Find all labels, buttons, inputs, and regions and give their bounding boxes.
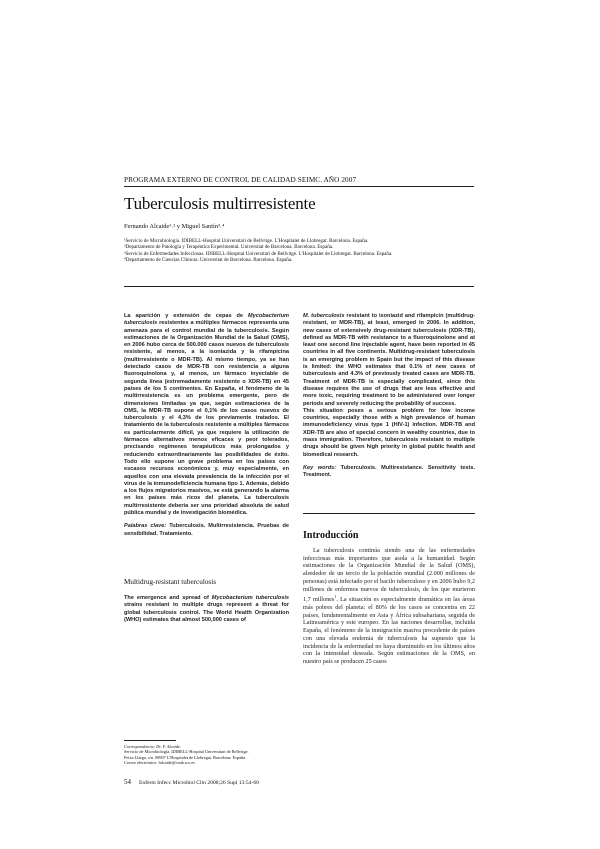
abstract-en-part-2: M. tuberculosis resistant to isoniazid and rifampicin (multidrug-resistant, or MDR-TB), at least, emerged in 2006. In addition, new cases of extensively drug-resistant tuberculosis (XDR-TB), defined as MDR-TB with resistance to a fluoroquinolone and at least one second line injectable agent, have been reported in 45 countries in all five continents. Multidrug-resistant tuberculosis is an emerging problem in Spain but the impact of this disease is limited: the WHO estimates that 0.1% of new cases of tuberculosis and 4.3% of previously treated cases are MDR-TB. Treatment of MDR-TB is especially complicated, since this disease requires the use of drugs that are less effective and more toxic, requiring treatment to be administered over longer periods and severely reducing the probability of success. This situation poses a serious problem for low income countries, especially those with a high prevalence of human immunodeficiency virus type 1 (HIV-1) infection. MDR-TB and XDR-TB are also of special concern in wealthy countries, due to mass immigration. Therefore, tuberculosis resistant to multiple drugs should be given high priority in global public health and biomedical research. Key words: Tuberculosis. Multiresistance. Sensitivity tests. Treatment. — [303, 313, 476, 479]
affiliation-line: ¹Servicio de Microbiología. IDIBELL-Hospital Universitari de Bellvitge. L'Hospitalet de Llobregat. Barcelona. España. — [124, 238, 369, 244]
page-number: 54 — [124, 778, 131, 786]
affiliation-line: ³Servicio de Enfermedades Infecciosas. IDIBELL-Hospital Universitari de Bellvitge. L'Hospitalet de Llobregat. Barcelona. España. — [124, 250, 393, 257]
abstract-es-text: La aparición y extensión de cepas de Mycobacterium tuberculosis resistentes a múltiples fármacos representa una amenaza para el control mundial de la tuberculosis. Según estimaciones de la Organización Mundial de la Salud (OMS), en 2006 hubo cerca de 500.000 casos nuevos de tuberculosis resistente, al menos, a la isoniazida y la rifampicina (multirresistente o MDR-TB). Al mismo tiempo, ya se han detectado casos de MDR-TB con resistencia a alguna fluoroquinolona y, al menos, un fármaco inyectable de segunda línea (extremadamente resistente o XDR-TB) en 45 países de los 5 continentes. En España, el fenómeno de la multirresistencia es un problema emergente, pero de dimensiones limitadas ya que, según estimaciones de la OMS, la MDR-TB supone el 0,1% de los casos nuevos de tuberculosis y el 4,3% de los previamente tratados. El tratamiento de la tuberculosis resistente a múltiples fármacos es particularmente difícil, ya que requiere la utilización de fármacos alternativos menos eficaces y peor tolerados, precisando regímenes terapéuticos más prolongados y reduciendo extraordinariamente las posibilidades de éxito. Todo ello supone un grave problema en los países con escasos recursos económicos y, muy especialmente, en aquellos con una elevada prevalencia de la infección por el virus de la inmunodeficiencia humana tipo 1. Además, debido a los flujos migratorios masivos, se está generando la alarma en los países más ricos del planeta. La tuberculosis multirresistente debería ser una prioridad absoluta de salud pública mundial y de investigación biomédica. — [124, 313, 289, 517]
affiliation-rule — [124, 286, 474, 287]
introduction — [303, 547, 475, 666]
header-rule — [124, 186, 474, 187]
article-title: Tuberculosis multirresistente — [124, 194, 316, 213]
keywords-es: Palabras clave: Tuberculosis. Multirresistencia. Pruebas de sensibilidad. Tratamiento. — [124, 523, 289, 537]
affiliations — [124, 238, 484, 264]
intro-text: La tuberculosis continúa siendo una de las enfermedades infecciosas más importantes que asola a la humanidad. Según estimaciones de la Organización Mundial de la Salud (OMS), alrededor de un tercio de la población mundial (2.000 millones de personas) está infectado por el bacilo tuberculoso y en 2006 hubo 9,2 millones de enfermos nuevos de tuberculosis, de los que murieron 1,7 millones$^1$. La situación es especialmente dramática en las áreas más pobres del planeta: el 80% de los casos se concentra en 22 países, fundamentalmente en Asia y África subsahariana, seguida de Latinoamérica y este europeo. En las naciones desarrollas, incluida España, el fenómeno de la inmigración masiva procedente de países con una elevada endemia de tuberculosis ha supuesto que la incidencia de la enfermedad no haya disminuido en los últimos años con la intensidad deseada. Según estimaciones de la OMS, en nuestro país se producen 25 casos — [303, 547, 475, 665]
intro-rule — [303, 513, 475, 514]
footnote-rule — [124, 740, 176, 741]
abstract-en-heading: Multidrug-resistant tuberculosis — [124, 578, 217, 586]
keywords-en: Key words: Tuberculosis. Multiresistance. Sensitivity tests. Treatment. — [303, 464, 476, 479]
article-authors: Fernando Alcaide¹˒² y Miguel Santín³˒⁴ — [124, 223, 225, 230]
abstract-en-part-1: The emergence and spread of Mycobacterium tuberculosis strains resistant to multiple drugs represent a threat for global tuberculosis control. The World Health Organization (WHO) estimates that almost 500,000 cases of — [124, 595, 289, 623]
affiliation-line: ⁴Departamento de Ciencias Clínicas. Universitat de Barcelona. Barcelona. España. — [124, 257, 293, 264]
correspondence-footnote: Correspondencia: Dr. F. Alcaide. Servicio de Microbiología. IDIBELL-Hospital Universitari de Bellvitge. Feixa Llarga, s/n. 08907 L'Hospitalet de Llobregat. Barcelona. España. Correo electrónico: falcaide@csub.scs.es — [124, 744, 249, 766]
running-head: PROGRAMA EXTERNO DE CONTROL DE CALIDAD SEIMC. AÑO 2007 — [124, 176, 357, 184]
section-heading: Introducción — [303, 530, 359, 541]
page-footer — [124, 778, 259, 786]
journal-citation: Enferm Infecc Microbiol Clin 2008;26 Supl 13:54-60 — [139, 780, 259, 786]
affiliation-line: ²Departamento de Patología y Terapéutica Experimental. Universitat de Barcelona. Barcelona. España. — [124, 244, 334, 251]
abstract-es — [124, 313, 289, 538]
